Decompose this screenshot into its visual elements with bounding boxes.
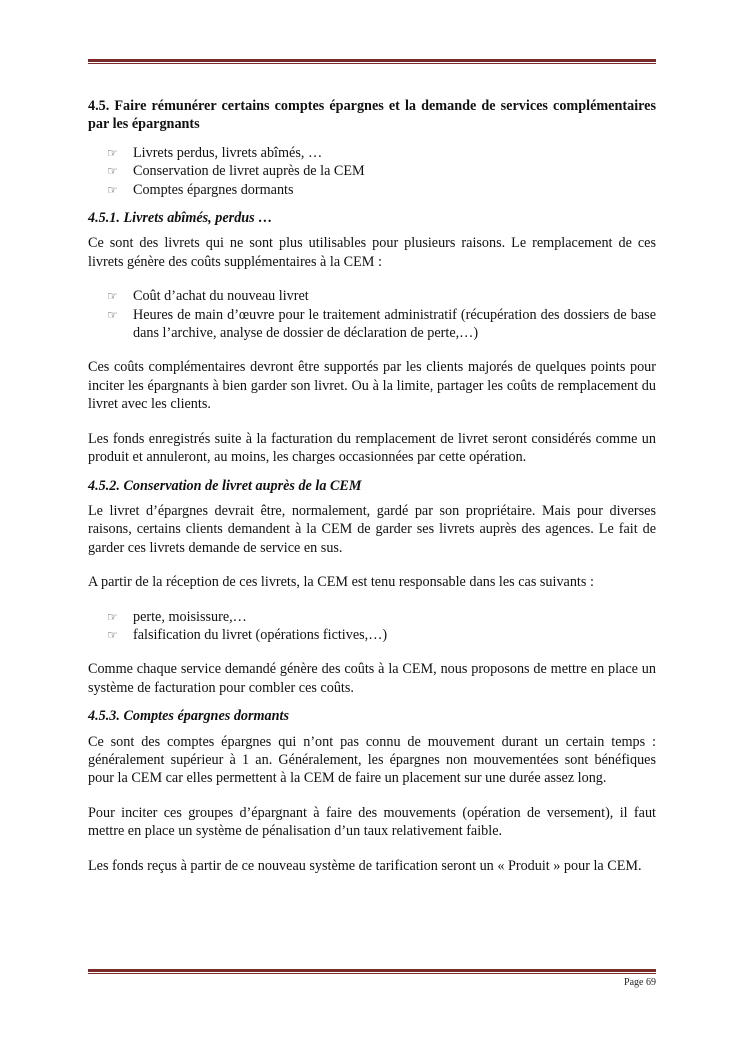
list-item: ☞ Conservation de livret auprès de la CEM xyxy=(107,163,365,180)
paragraph: Ce sont des comptes épargnes qui n’ont pas connu de mouvement durant un certain temps : généralement supérieur à 1 an. Généralement, les épargnes non mouvementées sont bénéfiques pour la CEM car elles permettent à la CEM de faire un placement sur une durée assez long. xyxy=(88,733,656,787)
subsection-heading-3: 4.5.3. Comptes épargnes dormants xyxy=(88,708,290,725)
pointing-hand-icon: ☞ xyxy=(107,289,118,304)
pointing-hand-icon: ☞ xyxy=(107,145,118,160)
pointing-hand-icon: ☞ xyxy=(107,307,118,322)
page-number: Page 69 xyxy=(624,977,656,988)
subsection-2-bullet-list xyxy=(88,608,656,645)
header-rule xyxy=(88,59,656,64)
subsection-1-bullet-list xyxy=(88,287,656,342)
subsection-heading-2: 4.5.2. Conservation de livret auprès de la CEM xyxy=(88,477,362,494)
paragraph: Ces coûts complémentaires devront être supportés par les clients majorés de quelques points pour inciter les épargnants à bien garder son livret. Ou à la limite, partager les coûts de remplacement du livret avec les clients. xyxy=(88,359,656,413)
paragraph: Comme chaque service demandé génère des coûts à la CEM, nous proposons de mettre en place un système de facturation pour combler ces coûts. xyxy=(88,661,656,696)
list-item: ☞ falsification du livret (opérations fictives,…) xyxy=(107,626,388,643)
pointing-hand-icon: ☞ xyxy=(107,182,118,197)
paragraph: Les fonds reçus à partir de ce nouveau système de tarification seront un « Produit » pour la CEM. xyxy=(88,857,642,874)
pointing-hand-icon: ☞ xyxy=(107,627,118,642)
list-item: ☞ Livrets perdus, livrets abîmés, … xyxy=(107,144,323,161)
list-item: ☞ Comptes épargnes dormants xyxy=(107,181,294,198)
paragraph: Les fonds enregistrés suite à la facturation du remplacement de livret seront considérés comme un produit et annuleront, au moins, les charges occasionnées par cette opération. xyxy=(88,430,656,466)
section-bullet-list xyxy=(88,144,656,199)
pointing-hand-icon: ☞ xyxy=(107,609,118,624)
subsection-heading-1: 4.5.1. Livrets abîmés, perdus … xyxy=(88,210,273,227)
list-item: ☞ Heures de main d’œuvre pour le traitement administratif (récupération des dossiers de base dans l’archive, analyse de dossier de déclaration de perte,…) xyxy=(107,306,656,342)
page-content xyxy=(88,97,656,875)
list-item: ☞ perte, moisissure,… xyxy=(107,608,247,625)
paragraph: Ce sont des livrets qui ne sont plus utilisables pour plusieurs raisons. Le remplacement de ces livrets génère des coûts supplémentaires à la CEM : xyxy=(88,235,656,270)
paragraph: Pour inciter ces groupes d’épargnant à faire des mouvements (opération de versement), il faut mettre en place un système de pénalisation d’un taux relativement faible. xyxy=(88,804,656,840)
paragraph: A partir de la réception de ces livrets, la CEM est tenu responsable dans les cas suivants : xyxy=(88,574,594,591)
section-heading: 4.5. Faire rémunérer certains comptes épargnes et la demande de services complémentaires par les épargnants xyxy=(88,98,656,133)
footer-rule xyxy=(88,969,656,974)
paragraph: Le livret d’épargnes devrait être, normalement, gardé par son propriétaire. Mais pour diverses raisons, certains clients demandent à la CEM de garder ses livrets auprès des agences. Le fait de garder ces livrets demande de service en sus. xyxy=(88,502,656,556)
list-item: ☞ Coût d’achat du nouveau livret xyxy=(107,288,309,305)
pointing-hand-icon: ☞ xyxy=(107,164,118,179)
